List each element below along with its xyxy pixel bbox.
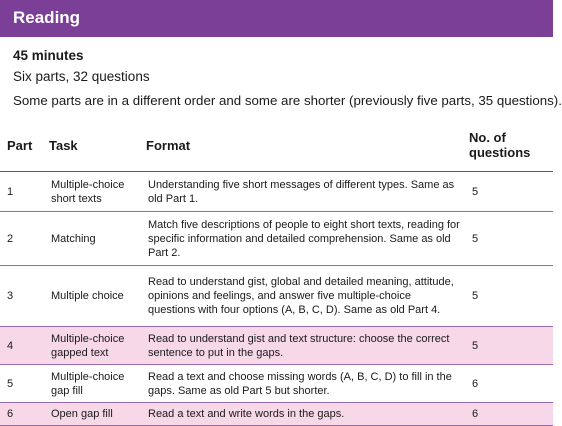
change-note-text: Some parts are in a different order and some are shorter (previously five parts, 35 questions). xyxy=(13,93,562,108)
table-row xyxy=(0,365,553,403)
cell-num-questions: 5 xyxy=(462,172,553,212)
cell-num-questions: 6 xyxy=(462,403,553,426)
table-row-highlighted xyxy=(0,327,553,365)
table-body xyxy=(0,172,553,426)
table-row xyxy=(0,172,553,212)
header-task: Task xyxy=(42,119,139,172)
table-row-highlighted xyxy=(0,403,553,426)
table-row xyxy=(0,266,553,327)
cell-task: Multiple-choice gapped text xyxy=(42,327,139,365)
cell-part: 2 xyxy=(0,212,42,266)
cell-task: Open gap fill xyxy=(42,403,139,426)
cell-format: Match five descriptions of people to eight short texts, reading for specific information and detailed comprehension. Same as old Part 2. xyxy=(139,212,462,266)
intro-block xyxy=(13,46,562,110)
cell-task: Multiple-choice gap fill xyxy=(42,365,139,403)
cell-format: Read a text and choose missing words (A, B, C, D) to fill in the gaps. Same as old Part 5 but shorter. xyxy=(139,365,462,403)
cell-part: 3 xyxy=(0,266,42,327)
cell-num-questions: 5 xyxy=(462,327,553,365)
cell-task: Matching xyxy=(42,212,139,266)
header-format: Format xyxy=(139,119,462,172)
reading-parts-table xyxy=(0,119,553,426)
cell-format: Read a text and write words in the gaps. xyxy=(139,403,462,426)
cell-num-questions: 5 xyxy=(462,212,553,266)
cell-task: Multiple-choice short texts xyxy=(42,172,139,212)
table-row xyxy=(0,212,553,266)
parts-count-text: Six parts, 32 questions xyxy=(13,69,150,84)
cell-part: 6 xyxy=(0,403,42,426)
cell-part: 4 xyxy=(0,327,42,365)
cell-num-questions: 6 xyxy=(462,365,553,403)
table-header xyxy=(0,119,553,172)
duration-text: 45 minutes xyxy=(13,48,84,63)
header-num-questions: No. of questions xyxy=(462,119,553,172)
reading-parts-table-wrapper xyxy=(0,119,553,426)
cell-part: 1 xyxy=(0,172,42,212)
cell-num-questions: 5 xyxy=(462,266,553,327)
cell-task: Multiple choice xyxy=(42,266,139,327)
header-part: Part xyxy=(0,119,42,172)
cell-format: Read to understand gist, global and detailed meaning, attitude, opinions and feelings, and answer five multiple-choice questions with four options (A, B, C, D). Same as old Part 4. xyxy=(139,266,462,327)
cell-part: 5 xyxy=(0,365,42,403)
cell-format: Understanding five short messages of different types. Same as old Part 1. xyxy=(139,172,462,212)
section-title: Reading xyxy=(13,8,81,27)
table-header-row xyxy=(0,119,553,172)
cell-format: Read to understand gist and text structure: choose the correct sentence to put in the gaps. xyxy=(139,327,462,365)
section-header-bar xyxy=(0,0,553,37)
